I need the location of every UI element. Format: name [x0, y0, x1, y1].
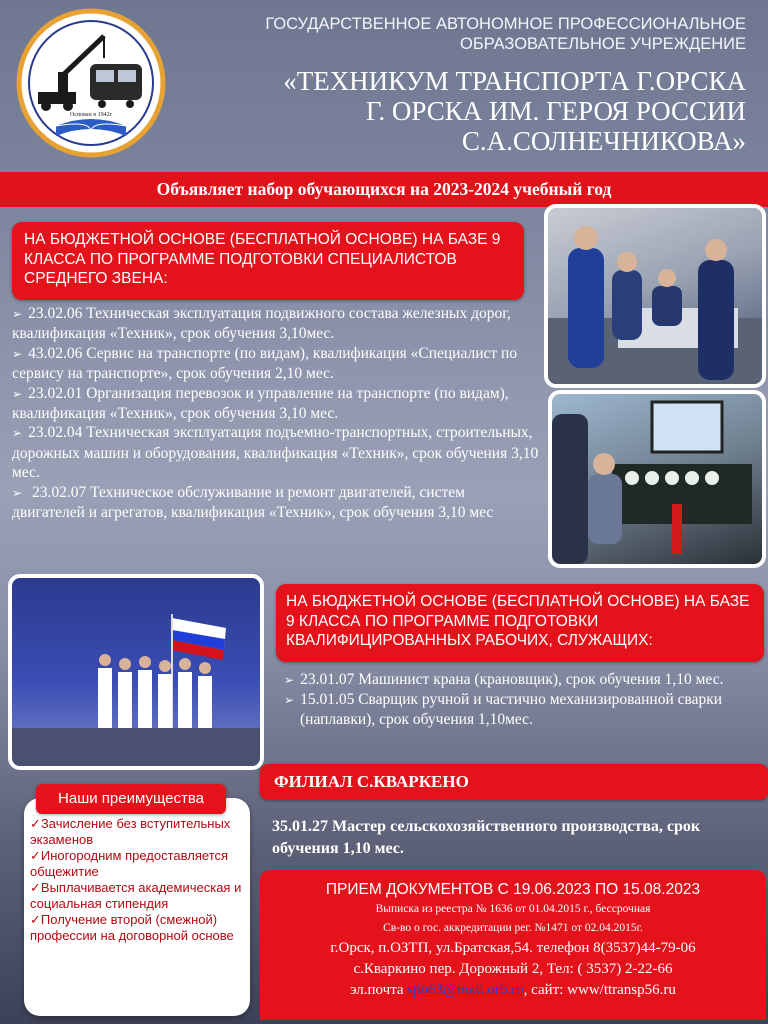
admission-dates: ПРИЕМ ДОКУМЕНТОВ С 19.06.2023 ПО 15.08.2023	[325, 881, 701, 898]
advantages-box	[24, 798, 250, 1016]
list-item: ✓Иногородним предоставляется общежитие	[30, 848, 229, 879]
arrow-bullet-icon: ➢	[12, 386, 23, 401]
list-item: ➢ 23.02.04 Техническая эксплуатация подъемно-транспортных, строительных, дорожных машин и оборудования, квалификация «Техник», срок обучения 3,10 мес.	[12, 424, 539, 482]
list-item: ➢ 15.01.05 Сварщик ручной и частично механизированной сварки (наплавки), срок обучения 1,10мес.	[284, 691, 723, 728]
org-line-2: ОБРАЗОВАТЕЛЬНОЕ УЧРЕЖДЕНИЕ	[460, 35, 746, 53]
org-line-1: ГОСУДАРСТВЕННОЕ АВТОНОМНОЕ ПРОФЕССИОНАЛЬНОЕ	[265, 15, 746, 33]
logo-founded-text: Основан в 1942г	[69, 112, 113, 118]
list-item: ➢ 23.02.01 Организация перевозок и управление на транспорте (по видам), квалификация «Техник», срок обучения 3,10 мес.	[12, 384, 509, 423]
list-item: ➢ 23.02.06 Техническая эксплуатация подвижного состава железных дорог, квалификация «Техник», срок обучения 3,10мес.	[12, 305, 511, 343]
admission-info	[260, 870, 766, 1020]
list-item: ➢ 23.01.07 Машинист крана (крановщик), срок обучения 1,10 мес.	[284, 671, 724, 688]
section1-title: НА БЮДЖЕТНОЙ ОСНОВЕ (БЕСПЛАТНОЙ ОСНОВЕ) НА БАЗЕ 9 КЛАССА ПО ПРОГРАММЕ ПОДГОТОВКИ СПЕЦИАЛИСТОВ СРЕДНЕГО ЗВЕНА:	[12, 222, 524, 300]
list-item: ✓Зачисление без вступительных экзаменов	[30, 816, 231, 847]
arrow-bullet-icon: ➢	[284, 673, 295, 687]
college-name	[186, 66, 746, 156]
check-icon: ✓	[30, 912, 41, 927]
arrow-bullet-icon: ➢	[284, 693, 295, 707]
section2-title: НА БЮДЖЕТНОЙ ОСНОВЕ (БЕСПЛАТНОЙ ОСНОВЕ) НА БАЗЕ 9 КЛАССА ПО ПРОГРАММЕ ПОДГОТОВКИ КВАЛИФИЦИРОВАННЫХ РАБОЧИХ, СЛУЖАЩИХ:	[276, 584, 764, 662]
workshop-photo	[544, 204, 766, 388]
stage-photo	[8, 574, 264, 770]
arrow-bullet-icon: ➢	[12, 485, 23, 500]
address-kvarkeno: с.Кваркино пер. Дорожный 2, Тел: ( 3537) 2-22-66	[353, 961, 673, 977]
contact-line: эл.почта spo63@mail.orb.ru, сайт: www/ttransp56.ru	[350, 982, 676, 998]
branch-program: 35.01.27 Мастер сельскохозяйственного производства, срок обучения 1,10 мес.	[272, 818, 701, 857]
advantages-title: Наши преимущества	[36, 784, 226, 814]
college-logo	[16, 8, 166, 158]
organization-type	[186, 14, 746, 54]
list-item: ✓Выплачивается академическая и социальная стипендия	[30, 880, 242, 911]
arrow-bullet-icon: ➢	[12, 426, 23, 441]
simulator-photo	[548, 390, 766, 568]
branch-title: ФИЛИАЛ С.КВАРКЕНО	[260, 764, 768, 800]
check-icon: ✓	[30, 848, 41, 863]
email-link[interactable]: spo63@mail.orb.ru	[407, 982, 524, 998]
list-item: ➢ 43.02.06 Сервис на транспорте (по видам), квалификация «Специалист по сервису на транспорте», срок обучения 2,10 мес.	[12, 344, 518, 383]
check-icon: ✓	[30, 880, 41, 895]
accreditation-note: Св-во о гос. аккредитации рег. №1471 от 02.04.2015г.	[383, 922, 643, 934]
section1-list	[12, 304, 540, 522]
registry-note: Выписка из реестра № 1636 от 01.04.2015 г., бессрочная	[375, 903, 651, 915]
arrow-bullet-icon: ➢	[12, 307, 23, 321]
arrow-bullet-icon: ➢	[12, 346, 23, 361]
name-line-1: «ТЕХНИКУМ ТРАНСПОРТА Г.ОРСКА	[283, 66, 746, 96]
list-item: ✓Получение второй (смежной) профессии на договорной основе	[30, 912, 234, 943]
name-line-2: Г. ОРСКА ИМ. ГЕРОЯ РОССИИ	[365, 96, 746, 126]
name-line-3: С.А.СОЛНЕЧНИКОВА»	[461, 126, 746, 156]
website-text: , сайт: www/ttransp56.ru	[523, 982, 676, 998]
list-item: ➢ 23.02.07 Техническое обслуживание и ремонт двигателей, систем двигателей и агрегатов, квалификация «Техник», срок обучения 3,10 мес	[12, 483, 494, 522]
advantages-list	[30, 816, 244, 944]
section2-list	[284, 670, 754, 730]
enrollment-banner: Объявляет набор обучающихся на 2023-2024 учебный год	[0, 172, 768, 207]
address-orsk: г.Орск, п.ОЗТП, ул.Братская,54. телефон 8(3537)44-79-06	[330, 940, 696, 956]
check-icon: ✓	[30, 816, 41, 831]
